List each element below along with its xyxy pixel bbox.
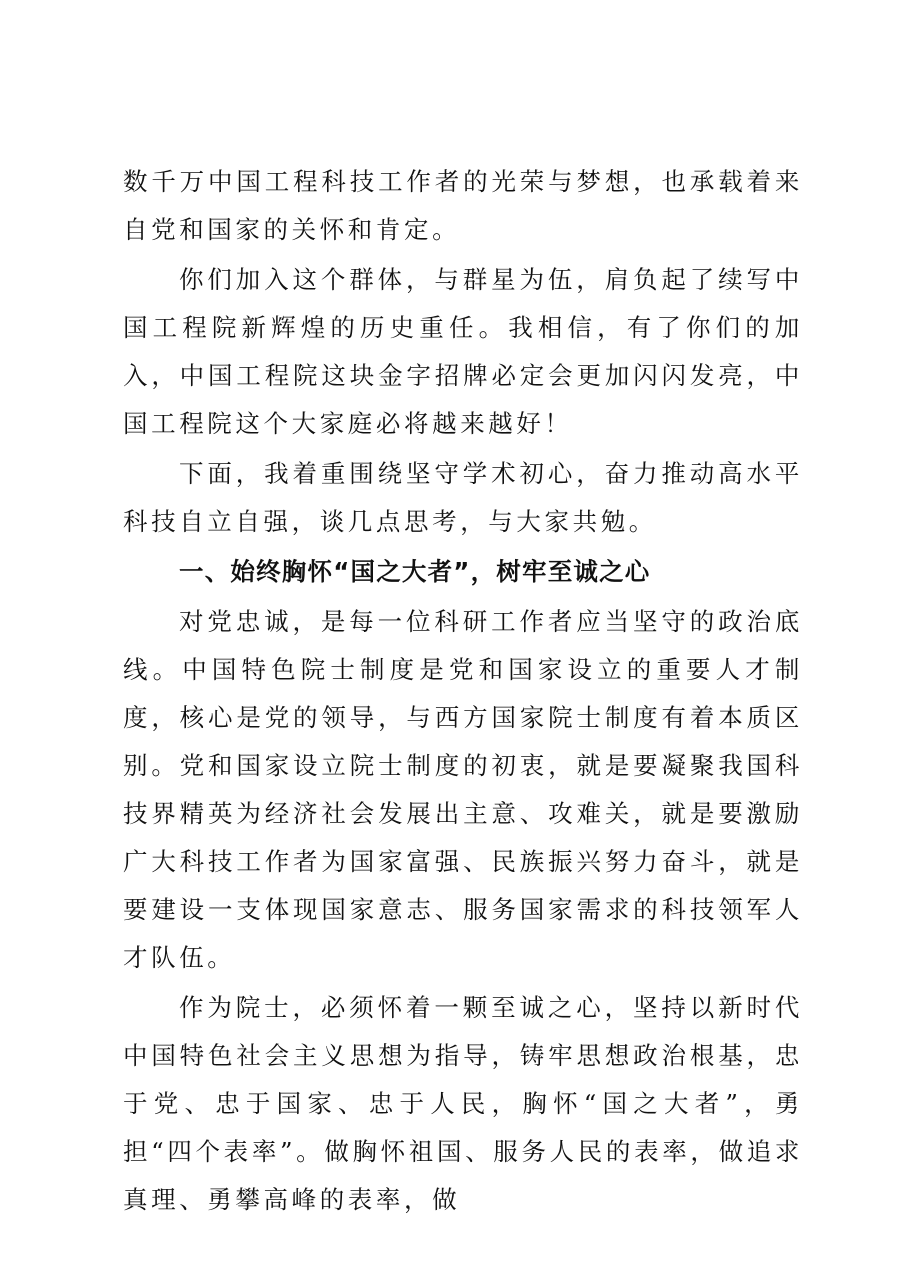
paragraph-continuation: 数千万中国工程科技工作者的光荣与梦想，也承载着来自党和国家的关怀和肯定。 xyxy=(123,167,803,244)
section-heading: 一、始终胸怀“国之大者”，树牢至诚之心 xyxy=(179,557,651,586)
paragraph-intro: 下面，我着重围绕坚守学术初心，奋力推动高水平科技自立自强，谈几点思考，与大家共勉。 xyxy=(123,459,803,536)
paragraph-loyalty: 对党忠诚，是每一位科研工作者应当坚守的政治底线。中国特色院士制度是党和国家设立的重要人才制度，核心是党的领导，与西方国家院士制度有着本质区别。党和国家设立院士制度的初衷，就是要凝聚我国科技界精英为经济社会发展出主意、攻难关，就是要激励广大科技工作者为国家富强、民族振兴努力奋斗，就是要建设一支体现国家意志、服务国家需求的科技领军人才队伍。 xyxy=(123,607,803,972)
paragraph-academician: 作为院士，必须怀着一颗至诚之心，坚持以新时代中国特色社会主义思想为指导，铸牢思想政治根基，忠于党、忠于国家、忠于人民，胸怀“国之大者”，勇担“四个表率”。做胸怀祖国、服务人民的表率，做追求真理、勇攀高峰的表率，做 xyxy=(123,993,803,1214)
paragraph-welcome: 你们加入这个群体，与群星为伍，肩负起了续写中国工程院新辉煌的历史重任。我相信，有了你们的加入，中国工程院这块金字招牌必定会更加闪闪发亮，中国工程院这个大家庭必将越来越好！ xyxy=(123,265,803,438)
document-body xyxy=(123,158,803,1226)
